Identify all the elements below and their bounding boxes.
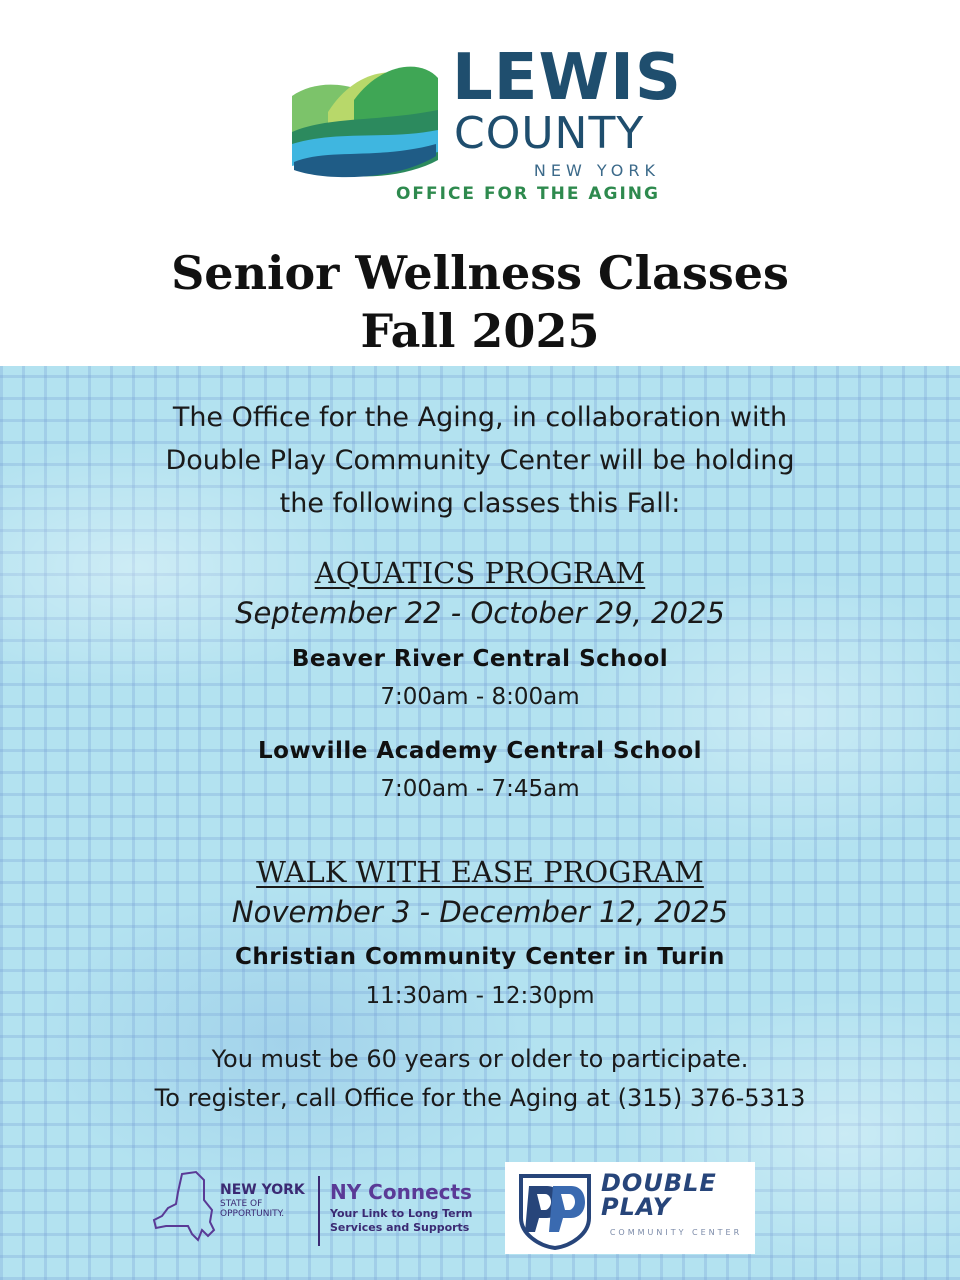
- double-play-word-1: DOUBLE: [601, 1169, 717, 1197]
- title-line-2: Fall 2025: [360, 304, 600, 358]
- intro-paragraph: [100, 396, 860, 525]
- logo-lewis-text: LEWIS: [452, 41, 682, 115]
- nys-tagline-line-1: STATE OF: [220, 1199, 263, 1209]
- new-york-state-map-icon: [152, 1170, 218, 1246]
- nys-tagline-line-2: OPPORTUNITY.: [220, 1209, 285, 1219]
- aquatics-program-dates: September 22 - October 29, 2025: [235, 596, 725, 630]
- aquatics-time-2: 7:00am - 7:45am: [380, 776, 580, 802]
- aquatics-time-1: 7:00am - 8:00am: [380, 684, 580, 710]
- ny-connects-line-2: Services and Supports: [330, 1221, 470, 1234]
- title-line-1: Senior Wellness Classes: [171, 246, 789, 300]
- intro-line-1: The Office for the Aging, in collaboration with: [172, 402, 788, 433]
- ny-connects-tagline: [330, 1207, 500, 1235]
- intro-line-2: Double Play Community Center will be holding: [165, 445, 795, 476]
- header: [0, 0, 960, 366]
- double-play-dp-shield-icon: [513, 1166, 597, 1250]
- double-play-word-2: PLAY: [601, 1193, 672, 1221]
- ny-connects-line-1: Your Link to Long Term: [330, 1207, 473, 1220]
- walk-program-title: WALK WITH EASE PROGRAM: [256, 855, 704, 889]
- walk-program-dates: November 3 - December 12, 2025: [231, 895, 729, 929]
- footer-divider: [318, 1176, 320, 1246]
- walk-time-1: 11:30am - 12:30pm: [365, 983, 595, 1009]
- logo-county-text: COUNTY: [454, 108, 645, 159]
- age-requirement: You must be 60 years or older to participate.: [211, 1045, 749, 1073]
- intro-line-3: the following classes this Fall:: [279, 488, 681, 519]
- nys-name-text: NEW YORK: [220, 1182, 305, 1198]
- lewis-county-hills-icon: [288, 60, 440, 182]
- aquatics-program-title: AQUATICS PROGRAM: [314, 556, 646, 590]
- double-play-logo: [505, 1162, 755, 1254]
- registration-notes: [80, 1040, 880, 1118]
- double-play-subtitle: COMMUNITY CENTER: [609, 1228, 743, 1237]
- ny-connects-title: NY Connects: [330, 1180, 472, 1204]
- registration-phone: To register, call Office for the Aging at (315) 376-5313: [154, 1084, 806, 1112]
- nys-tagline: [220, 1199, 320, 1219]
- logo-office-text: OFFICE FOR THE AGING: [395, 184, 660, 204]
- aquatics-venue-2: Lowville Academy Central School: [257, 738, 703, 764]
- aquatics-venue-1: Beaver River Central School: [291, 646, 669, 672]
- walk-venue-1: Christian Community Center in Turin: [235, 944, 725, 970]
- logo-new-york-text: NEW YORK: [533, 161, 660, 180]
- page-title: [0, 244, 960, 360]
